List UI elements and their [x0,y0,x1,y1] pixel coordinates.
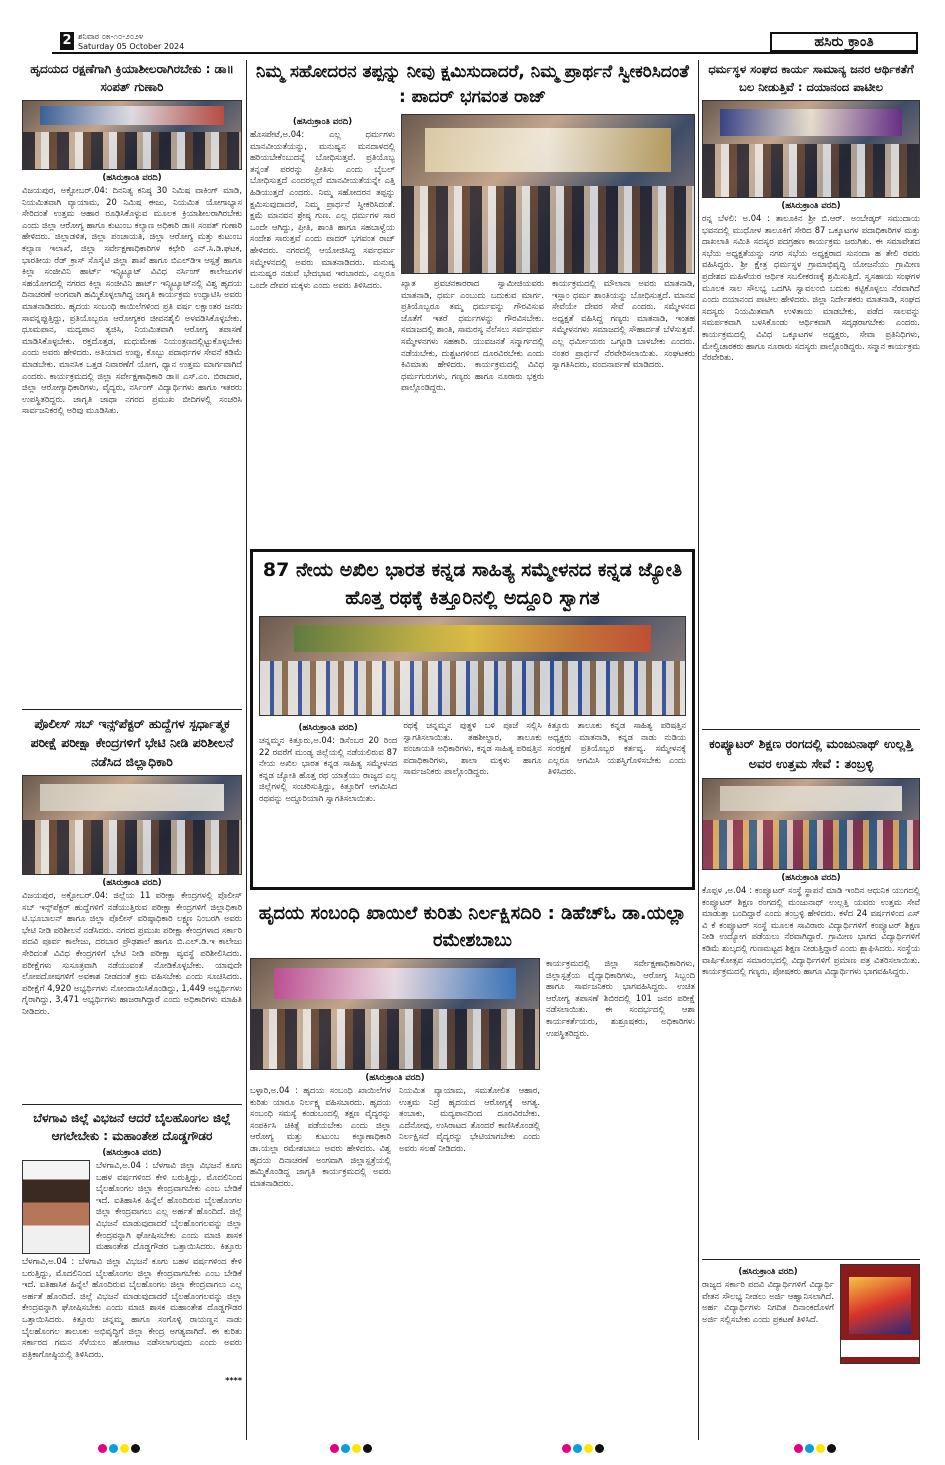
column-center [250,60,695,1440]
date-english: Saturday 05 October 2024 [78,42,185,51]
column-divider [698,60,699,1440]
article-headline: ಕಂಪ್ಯೂಟರ್ ಶಿಕ್ಷಣ ರಂಗದಲ್ಲಿ ಮಂಜುನಾಥ್ ಉಲ್ಲತ್ತಿ ಅವರ ಉತ್ತಮ ಸೇವೆ : ತಂಬ್ರಳ್ಳಿ [709,736,913,771]
article-dharmasthala [702,60,920,725]
divider [702,729,920,730]
article-body: ಕಾರ್ಯಕ್ರಮದಲ್ಲಿ ಜಿಲ್ಲಾ ಸರ್ವೇಕ್ಷಣಾಧಿಕಾರಿಗಳು, ಜಿಲ್ಲಾಸ್ಪತ್ರೆಯ ವೈದ್ಯಾಧಿಕಾರಿಗಳು, ಆರೋಗ್ಯ ಸಿಬ್ಬಂದಿ ಹಾಗೂ ಸಾರ್ವಜನಿಕರು ಭಾಗವಹಿಸಿದ್ದರು. ಉಚಿತ ಆರೋಗ್ಯ ತಪಾಸಣೆ ಶಿಬಿರದಲ್ಲಿ 101 ಜನರ ಪರೀಕ್ಷೆ ನಡೆಸಲಾಯಿತು. ಈ ಸಂದರ್ಭದಲ್ಲಿ ಆಶಾ ಕಾರ್ಯಕರ್ತೆಯರು, ಶುಶ್ರೂಷಕರು, ಅಧಿಕಾರಿಗಳು ಉಪಸ್ಥಿತರಿದ್ದರು. [546,958,695,1038]
article-photo [250,958,540,1070]
article-headline: ಬೆಳಗಾವಿ ಜಿಲ್ಲೆ ವಿಭಜನೆ ಆದರೆ ಬೈಲಹೊಂಗಲ ಜಿಲ್ಲೆ ಆಗಲೇಬೇಕು : ಮಹಾಂತೇಶ ದೊಡ್ಡಗೌಡರ [33,1111,231,1143]
article-body: ರನ್ನ ಬೆಳಲಿ: ಅ.04 : ತಾಲೂಕಿನ ಶ್ರೀ ಬಿ.ಆರ್. ಅಂಬೇಡ್ಕರ್ ಸಮುದಾಯ ಭವನದಲ್ಲಿ ಮುಧೋಳ ತಾಲೂಕಿಗೆ ಸೇರಿದ 87 ಒಕ್ಕೂಟಗಳ ಪದಾಧಿಕಾರಿಗಳ ಮತ್ತು ದಾಖಲಾತಿ ಸಮಿತಿ ಸದಸ್ಯರ ಪದಗ್ರಹಣ ಕಾರ್ಯಕ್ರಮ ಜರುಗಿತು. ಈ ಸಮಾವೇಶದ ಸಭೆಯ ಅಧ್ಯಕ್ಷತೆಯನ್ನು ನಗರ ಸಭೆಯ ಅಧ್ಯಕ್ಷರಾದ ಸುನಂದಾ ಹ ತೇಲಿ ರವರು ವಹಿಸಿದ್ದರು. ಶ್ರೀ ಕ್ಷೇತ್ರ ಧರ್ಮಸ್ಥಳ ಗ್ರಾಮಾಭಿವೃದ್ಧಿ ಯೋಜನೆಯು ಗ್ರಾಮೀಣ ಪ್ರದೇಶದ ಮಹಿಳೆಯರ ಆರ್ಥಿಕ ಸಬಲೀಕರಣಕ್ಕೆ ಶ್ರಮಿಸುತ್ತಿದೆ. ಸ್ವಸಹಾಯ ಸಂಘಗಳ ಮೂಲಕ ಸಾಲ ಸೌಲಭ್ಯ ಒದಗಿಸಿ ಸ್ವಾವಲಂಬಿ ಬದುಕು ಕಟ್ಟಿಕೊಳ್ಳಲು ನೆರವಾಗಿದೆ ಎಂದು ದಯಾನಂದ ಪಾಟೀಲ ಹೇಳಿದರು. ಜಿಲ್ಲಾ ನಿರ್ದೇಶಕರು ಮಾತನಾಡಿ, ಸಂಘದ ಸದಸ್ಯರು ನಿಯಮಿತವಾಗಿ ಉಳಿತಾಯ ಮಾಡಬೇಕು, ಪಡೆದ ಸಾಲವನ್ನು ಸಮರ್ಪಕವಾಗಿ ಬಳಸಿಕೊಂಡು ಆರ್ಥಿಕವಾಗಿ ಸದೃಢರಾಗಬೇಕು ಎಂದರು. ಕಾರ್ಯಕ್ರಮದಲ್ಲಿ ವಿವಿಧ ಒಕ್ಕೂಟಗಳ ಅಧ್ಯಕ್ಷರು, ಸೇವಾ ಪ್ರತಿನಿಧಿಗಳು, ಮೇಲ್ವಿಚಾರಕರು ಹಾಗೂ ನೂರಾರು ಸದಸ್ಯರು ಪಾಲ್ಗೊಂಡಿದ್ದರು. ಸನ್ಮಾನ ಕಾರ್ಯಕ್ರಮ ನೆರವೇರಿತು. [702,213,920,363]
article-body: ಖ್ಯಾತ ಪ್ರವಚನಕಾರರಾದ ಸ್ವಾಮೀಜಿಯವರು ಮಾತನಾಡಿ, ಧರ್ಮ ಎಂಬುದು ಬದುಕುವ ಮಾರ್ಗ. ಪ್ರತಿಯೊಬ್ಬರೂ ತಮ್ಮ ಧರ್ಮವನ್ನು ಗೌರವಿಸುವ ಜೊತೆಗೆ ಇತರೆ ಧರ್ಮಗಳನ್ನು ಗೌರವಿಸಬೇಕು. ಸಮಾಜದಲ್ಲಿ ಶಾಂತಿ, ಸಾಮರಸ್ಯ ನೆಲೆಸಲು ಸರ್ವಧರ್ಮ ಸಮ್ಮೇಳನಗಳು ಸಹಕಾರಿ. ಯುವಜನತೆ ಸನ್ಮಾರ್ಗದಲ್ಲಿ ನಡೆಯಬೇಕು, ದುಶ್ಚಟಗಳಿಂದ ದೂರವಿರಬೇಕು ಎಂದು ಕಿವಿಮಾತು ಹೇಳಿದರು. ಕಾರ್ಯಕ್ರಮದಲ್ಲಿ ವಿವಿಧ ಧರ್ಮಗುರುಗಳು, ಗಣ್ಯರು ಹಾಗೂ ನೂರಾರು ಭಕ್ತರು ಪಾಲ್ಗೊಂಡಿದ್ದರು. [401,278,544,393]
article-headline: ಪೊಲೀಸ್ ಸಬ್ ಇನ್ಸ್‌ಪೆಕ್ಟರ್ ಹುದ್ದೆಗಳ ಸ್ಪರ್ಧಾತ್ಮಕ ಪರೀಕ್ಷೆ ಪರೀಕ್ಷಾ ಕೇಂದ್ರಗಳಿಗೆ ಭೇಟಿ ನೀಡಿ ಪರಿಶೀಲನೆ ನಡೆಸಿದ ಜಿಲ್ಲಾಧಿಕಾರಿ [30,716,234,769]
article-byline: (ಹಸಿರುಕ್ರಾಂತಿ ವರದಿ) [102,173,162,183]
registration-marks [330,1444,372,1454]
article-body: ಬಳ್ಳಾರಿ,ಅ.04 : ಹೃದಯ ಸಂಬಂಧಿ ಖಾಯಿಲೆಗಳ ಕುರಿತು ಯಾರೂ ನಿರ್ಲಕ್ಷ್ಯ ವಹಿಸಬಾರದು. ಹೃದಯ ಸಂಬಂಧಿ ಸಮಸ್ಯೆ ಕಂಡುಬಂದಲ್ಲಿ ತಕ್ಷಣ ವೈದ್ಯರನ್ನು ಸಂಪರ್ಕಿಸಿ ಚಿಕಿತ್ಸೆ ಪಡೆಯಬೇಕು ಎಂದು ಜಿಲ್ಲಾ ಆರೋಗ್ಯ ಮತ್ತು ಕುಟುಂಬ ಕಲ್ಯಾಣಾಧಿಕಾರಿ ಡಾ.ಯಲ್ಲಾ ರಮೇಶಬಾಬು ಅವರು ಹೇಳಿದರು. ವಿಶ್ವ ಹೃದಯ ದಿನಾಚರಣೆ ಅಂಗವಾಗಿ ಜಿಲ್ಲಾಸ್ಪತ್ರೆಯಲ್ಲಿ ಹಮ್ಮಿಕೊಂಡಿದ್ದ ಜಾಗೃತಿ ಕಾರ್ಯಕ್ರಮದಲ್ಲಿ ಅವರು ಮಾತನಾಡಿದರು. [250,1085,391,1188]
article-forgiveness [250,60,695,541]
column-divider [246,60,247,1440]
article-body: ರಥಕ್ಕೆ ಚನ್ನಮ್ಮನ ಪುತ್ಥಳಿ ಬಳಿ ಪೂಜೆ ಸಲ್ಲಿಸಿ ಸ್ವಾಗತಿಸಲಾಯಿತು. ತಹಶೀಲ್ದಾರ, ತಾಲೂಕು ಪಂಚಾಯತಿ ಅಧಿಕಾರಿಗಳು, ಕನ್ನಡ ಸಾಹಿತ್ಯ ಪರಿಷತ್ತಿನ ಪದಾಧಿಕಾರಿಗಳು, ಶಾಲಾ ಮಕ್ಕಳು ಹಾಗೂ ಸಾರ್ವಜನಿಕರು ಪಾಲ್ಗೊಂಡಿದ್ದರು. [403,720,542,777]
column-left [22,60,242,1440]
article-headline: ಹೃದಯದ ರಕ್ಷಣೆಗಾಗಿ ಕ್ರಿಯಾಶೀಲರಾಗಿರಬೇಕು : ಡಾ॥ ಸಂಪತ್ ಗುಣಾರಿ [30,62,234,94]
article-bailhongal [22,1109,242,1385]
article-photo [22,775,242,875]
article-photo [259,616,686,716]
article-byline: (ಹಸಿರುಕ್ರಾಂತಿ ವರದಿ) [102,878,162,888]
article-kannada-jyothi [250,549,695,890]
article-body-intro: ಬೆಳಗಾವಿ,ಅ.04 : ಬೆಳಗಾವಿ ಜಿಲ್ಲಾ ವಿಭಜನೆ ಕೂಗು ಬಹಳ ವರ್ಷಗಳಿಂದ ಕೇಳಿ ಬರುತ್ತಿದ್ದು, ಮೊದಲಿನಿಂದ ಬೈಲಹೊಂಗಲ ಜಿಲ್ಲಾ ಕೇಂದ್ರವಾಗಬೇಕು ಎಂಬ ಬೇಡಿಕೆ ಇದೆ. ಐತಿಹಾಸಿಕ ಹಿನ್ನೆಲೆ ಹೊಂದಿರುವ ಬೈಲಹೊಂಗಲ ಜಿಲ್ಲಾ ಕೇಂದ್ರವಾಗಲು ಎಲ್ಲ ಅರ್ಹತೆ ಹೊಂದಿದೆ. ಜಿಲ್ಲೆ ವಿಭಜನೆ ಮಾಡುವುದಾದರೆ ಬೈಲಹೊಂಗಲವನ್ನು ಜಿಲ್ಲಾ ಕೇಂದ್ರವನ್ನಾಗಿ ಘೋಷಿಸಬೇಕು ಎಂದು ಮಾಜಿ ಶಾಸಕ ಮಹಾಂತೇಶ ದೊಡ್ಡಗೌಡರ ಒತ್ತಾಯಿಸಿದರು. ಕಿತ್ತೂರು [96,1160,242,1252]
registration-marks [98,1444,140,1454]
registration-marks [794,1444,836,1454]
advertisement-image [840,1264,920,1364]
article-byline: (ಹಸಿರುಕ್ರಾಂತಿ ವರದಿ) [292,117,353,127]
registration-marks [562,1444,604,1454]
article-body: ವಿಜಯಪುರ, ಅಕ್ಟೋಬರ್.04: ಜಿಲ್ಲೆಯ 11 ಪರೀಕ್ಷಾ ಕೇಂದ್ರಗಳಲ್ಲಿ ಪೊಲೀಸ್ ಸಬ್ ಇನ್ಸ್‌ಪೆಕ್ಟರ್ ಹುದ್ದೆಗಳಿಗೆ ನಡೆಯುತ್ತಿರುವ ಪರೀಕ್ಷಾ ಕೇಂದ್ರಗಳಿಗೆ ಜಿಲ್ಲಾಧಿಕಾರಿ ಟಿ.ಭೂಬಾಲನ್ ಹಾಗೂ ಜಿಲ್ಲಾ ಪೊಲೀಸ್ ವರಿಷ್ಠಾಧಿಕಾರಿ ಲಕ್ಷ್ಮಣ ನಿಂಬರಗಿ ಅವರು ಭೇಟಿ ನೀಡಿ ಪರಿಶೀಲನೆ ನಡೆಸಿದರು. ನಗರದ ಪ್ರಮುಖ ಪರೀಕ್ಷಾ ಕೇಂದ್ರಗಳಾದ ಸರ್ಕಾರಿ ಪದವಿ ಪೂರ್ವ ಕಾಲೇಜು, ದರಬಾರ ಪ್ರೌಢಶಾಲೆ ಹಾಗೂ ಬಿ.ಎಲ್.ಡಿ.ಇ ಕಾಲೇಜು ಸೇರಿದಂತೆ ವಿವಿಧ ಕೇಂದ್ರಗಳಿಗೆ ಭೇಟಿ ನೀಡಿ ಪರೀಕ್ಷಾ ವ್ಯವಸ್ಥೆ ಪರಿಶೀಲಿಸಿದರು. ಪರೀಕ್ಷೆಗಳು ಸುಸೂತ್ರವಾಗಿ ನಡೆಯುವಂತೆ ನೋಡಿಕೊಳ್ಳಬೇಕು. ಯಾವುದೇ ಲೋಪದೋಷಗಳಿಗೆ ಅವಕಾಶ ನೀಡದಂತೆ ಕ್ರಮ ವಹಿಸಬೇಕು ಎಂದು ಸೂಚಿಸಿದರು. ಪರೀಕ್ಷೆಗೆ 4,920 ಅಭ್ಯರ್ಥಿಗಳು ನೋಂದಾಯಿಸಿಕೊಂಡಿದ್ದು, 1,449 ಅಭ್ಯರ್ಥಿಗಳು ಗೈರಾಗಿದ್ದು, 3,471 ಅಭ್ಯರ್ಥಿಗಳು ಹಾಜರಾಗಿದ್ದಾರೆ ಎಂದು ಅಧಿಕಾರಿಗಳು ಮಾಹಿತಿ ನೀಡಿದರು. [22,890,242,1016]
article-byline: (ಹಸಿರುಕ್ರಾಂತಿ ವರದಿ) [102,1148,162,1158]
article-body: ಕಾರ್ಯಕ್ರಮದಲ್ಲಿ ಮೌಲಾನಾ ಅವರು ಮಾತನಾಡಿ, ಇಸ್ಲಾಂ ಧರ್ಮ ಶಾಂತಿಯನ್ನು ಬೋಧಿಸುತ್ತದೆ. ಮಾನವ ಸೇವೆಯೇ ದೇವರ ಸೇವೆ ಎಂದರು. ಸಮ್ಮೇಳನದ ಅಧ್ಯಕ್ಷತೆ ವಹಿಸಿದ್ದ ಗಣ್ಯರು ಮಾತನಾಡಿ, ಇಂತಹ ಸಮ್ಮೇಳನಗಳು ಸಮಾಜದಲ್ಲಿ ಸೌಹಾರ್ದತೆ ಬೆಳೆಸುತ್ತವೆ. ಎಲ್ಲ ಧರ್ಮೀಯರು ಒಗ್ಗೂಡಿ ಬಾಳಬೇಕು ಎಂದರು. ನಂತರ ಪ್ರಾರ್ಥನೆ ನೆರವೇರಿಸಲಾಯಿತು. ಸಂಘಟಕರು ಸ್ವಾಗತಿಸಿದರು, ವಂದನಾರ್ಪಣೆ ಮಾಡಿದರು. [552,278,695,370]
article-end-mark: **** [225,1376,242,1385]
article-headline: 87 ನೇಯ ಅಖಿಲ ಭಾರತ ಕನ್ನಡ ಸಾಹಿತ್ಯ ಸಮ್ಮೇಳನದ ಕನ್ನಡ ಜ್ಯೋತಿ ಹೊತ್ತ ರಥಕ್ಕೆ ಕಿತ್ತೂರಿನಲ್ಲಿ ಅದ್ದೂರಿ ಸ್ವಾಗತ [262,559,683,609]
date-kannada: ಶನಿವಾರ ೦೫-೧೦-೨೦೨೪ [78,32,144,41]
column-right [702,60,920,1440]
article-body: ಹೊಸಪೇಟೆ,ಅ.04: ಎಲ್ಲ ಧರ್ಮಗಳು ಮಾನವೀಯತೆಯನ್ನು, ಮನುಷ್ಯನ ಮನದಾಳದಲ್ಲಿ ಹರಿಯಬೇಕೆಂಬುದನ್ನೆ ಬೋಧಿಸುತ್ತವೆ. ಪ್ರತಿಯೊಬ್ಬ ತನ್ನಂತೆ ಪರರನ್ನು ಪ್ರೀತಿಸು ಎಂದು ಬೈಬಲ್ ಬೋಧಿಸುತ್ತದೆ ಎಂದರಲ್ಲದೆ ಮಾನವೀಯತೆಯನ್ನೇ ಎತ್ತಿ ಹಿಡಿಯುತ್ತದೆ ಎಂದರು. ನಿಮ್ಮ ಸಹೋದರನ ತಪ್ಪನ್ನು ಕ್ಷಮಿಸುವುದಾದರೆ, ನಿಮ್ಮ ಪ್ರಾರ್ಥನೆ ಸ್ವೀಕರಿಸಿದಂತೆ. ಕ್ಷಮೆ ಮಾನವನ ಶ್ರೇಷ್ಠ ಗುಣ. ಎಲ್ಲ ಧರ್ಮಗಳ ಸಾರ ಒಂದೇ ಆಗಿದ್ದು, ಪ್ರೀತಿ, ಶಾಂತಿ ಹಾಗೂ ಸಹಬಾಳ್ವೆಯ ಸಂದೇಶ ಸಾರುತ್ತವೆ ಎಂದು ಪಾದರ್ ಭಗವಂತ ರಾಜ್ ಹೇಳಿದರು. ನಗರದಲ್ಲಿ ಆಯೋಜಿಸಿದ್ದ ಸರ್ವಧರ್ಮ ಸಮ್ಮೇಳನದಲ್ಲಿ ಅವರು ಮಾತನಾಡಿದರು. ಮನುಷ್ಯ ಮನುಷ್ಯರ ನಡುವೆ ಭೇದಭಾವ ಇರಬಾರದು, ಎಲ್ಲರೂ ಒಂದೇ ದೇವರ ಮಕ್ಕಳು ಎಂದು ಅವರು ತಿಳಿಸಿದರು. [250,129,395,290]
divider [22,1104,242,1105]
article-body: ಕಿತ್ತೂರು ತಾಲೂಕು ಕನ್ನಡ ಸಾಹಿತ್ಯ ಪರಿಷತ್ತಿನ ಅಧ್ಯಕ್ಷರು ಮಾತನಾಡಿ, ಕನ್ನಡ ನಾಡು ನುಡಿಯ ಸಂರಕ್ಷಣೆ ಪ್ರತಿಯೊಬ್ಬರ ಕರ್ತವ್ಯ. ಸಮ್ಮೇಳನಕ್ಕೆ ಎಲ್ಲರೂ ಆಗಮಿಸಿ ಯಶಸ್ವಿಗೊಳಿಸಬೇಕು ಎಂದು ತಿಳಿಸಿದರು. [547,720,686,777]
article-byline: (ಹಸಿರುಕ್ರಾಂತಿ ವರದಿ) [365,1073,425,1083]
article-photo [702,778,920,870]
divider [702,1259,920,1260]
article-byline: (ಹಸಿರುಕ್ರಾಂತಿ ವರದಿ) [298,723,358,733]
article-body: ನಿಯಮಿತ ವ್ಯಾಯಾಮ, ಸಮತೋಲಿತ ಆಹಾರ, ಉತ್ತಮ ನಿದ್ರೆ ಹೃದಯದ ಆರೋಗ್ಯಕ್ಕೆ ಅಗತ್ಯ. ತಂಬಾಕು, ಮದ್ಯಪಾನದಿಂದ ದೂರವಿರಬೇಕು. ಎದೆನೋವು, ಉಸಿರಾಟದ ತೊಂದರೆ ಕಾಣಿಸಿಕೊಂಡಲ್ಲಿ ನಿರ್ಲಕ್ಷಿಸದೆ ವೈದ್ಯರನ್ನು ಭೇಟಿಯಾಗಬೇಕು ಎಂದು ಅವರು ಸಲಹೆ ನೀಡಿದರು. [399,1085,540,1153]
article-body: ಬೆಳಗಾವಿ,ಅ.04 : ಬೆಳಗಾವಿ ಜಿಲ್ಲಾ ವಿಭಜನೆ ಕೂಗು ಬಹಳ ವರ್ಷಗಳಿಂದ ಕೇಳಿ ಬರುತ್ತಿದ್ದು, ಮೊದಲಿನಿಂದ ಬೈಲಹೊಂಗಲ ಜಿಲ್ಲಾ ಕೇಂದ್ರವಾಗಬೇಕು ಎಂಬ ಬೇಡಿಕೆ ಇದೆ. ಐತಿಹಾಸಿಕ ಹಿನ್ನೆಲೆ ಹೊಂದಿರುವ ಬೈಲಹೊಂಗಲ ಜಿಲ್ಲಾ ಕೇಂದ್ರವಾಗಲು ಎಲ್ಲ ಅರ್ಹತೆ ಹೊಂದಿದೆ. ಜಿಲ್ಲೆ ವಿಭಜನೆ ಮಾಡುವುದಾದರೆ ಬೈಲಹೊಂಗಲವನ್ನು ಜಿಲ್ಲಾ ಕೇಂದ್ರವನ್ನಾಗಿ ಘೋಷಿಸಬೇಕು ಎಂದು ಮಾಜಿ ಶಾಸಕ ಮಹಾಂತೇಶ ದೊಡ್ಡಗೌಡರ ಒತ್ತಾಯಿಸಿದರು. ಕಿತ್ತೂರು ಚನ್ನಮ್ಮ ಹಾಗೂ ಸಂಗೊಳ್ಳಿ ರಾಯಣ್ಣನ ನಾಡು ಬೈಲಹೊಂಗಲ ತಾಲೂಕು ಅಭಿವೃದ್ಧಿಗೆ ಜಿಲ್ಲಾ ಕೇಂದ್ರ ಅಗತ್ಯವಾಗಿದೆ. ಈ ಕುರಿತು ಸರ್ಕಾರದ ಗಮನ ಸೆಳೆಯಲು ಹೋರಾಟ ನಡೆಸಲಾಗುವುದು ಎಂದು ಅವರು ಪತ್ರಿಕಾಗೋಷ್ಠಿಯಲ್ಲಿ ತಿಳಿಸಿದರು. [22,1256,242,1359]
masthead [52,32,918,54]
article-headline: ನಿಮ್ಮ ಸಹೋದರನ ತಪ್ಪನ್ನು ನೀವು ಕ್ಷಮಿಸುದಾದರೆ, ನಿಮ್ಮ ಪ್ರಾರ್ಥನೆ ಸ್ವೀಕರಿಸಿದಂತೆ : ಪಾದರ್ ಭಗವಂತ ರಾಜ್ [256,62,689,107]
portrait-photo [22,1160,90,1254]
article-heart-disease [250,900,695,1379]
article-photo [22,100,242,170]
page-number: 2 [60,32,74,50]
article-body: ವಿಜಯಪುರ, ಅಕ್ಟೋಬರ್.04: ದಿನನಿತ್ಯ ಕನಿಷ್ಠ 30 ನಿಮಿಷ ವಾಕಿಂಗ್ ಮಾಡಿ, ನಿಯಮಿತವಾಗಿ ವ್ಯಾಯಾಮ, 20 ನಿಮಿಷ ಈಜು, ನಿಯಮಿತ ಯೋಗಾಭ್ಯಾಸ ಸೇರಿದಂತೆ ಉತ್ತಮ ಆಹಾರ ರೂಢಿಸಿಕೊಳ್ಳುವ ಮೂಲಕ ಕ್ರಿಯಾಶೀಲರಾಗಿರಬೇಕು ಎಂದು ಜಿಲ್ಲಾ ಆರೋಗ್ಯ ಹಾಗೂ ಕುಟುಂಬ ಕಲ್ಯಾಣ ಅಧಿಕಾರಿ ಡಾ॥ ಸಂಪತ್ ಗುಣಾರಿ ಹೇಳಿದರು. ಜಿಲ್ಲಾಡಳಿತ, ಜಿಲ್ಲಾ ಪಂಚಾಯತಿ, ಜಿಲ್ಲಾ ಆರೋಗ್ಯ ಮತ್ತು ಕುಟುಂಬ ಕಲ್ಯಾಣ ಇಲಾಖೆ, ಜಿಲ್ಲಾ ಸರ್ವೇಕ್ಷಣಾಧಿಕಾರಿಗಳ ಕಛೇರಿ ಎನ್.ಸಿ.ಡಿ.ಘಟಕ, ಭಾರತೀಯ ರೆಡ್ ಕ್ರಾಸ್ ಸೊಸೈಟಿ ಜಿಲ್ಲಾ ಶಾಖೆ ಹಾಗೂ ಬಿಎಲ್‌ಡಿಇ ಆಸ್ಪತ್ರೆ ಹಾಗೂ ಕಿಲ್ಲಾ ಸಂಜೀವಿನಿ ಹಾರ್ಟ್ ಇನ್ಸ್ಟಿಟ್ಯೂಟ್ ವಿವಿಧ ನರ್ಸಿಂಗ್ ಕಾಲೇಜುಗಳ ಸಹಯೋಗದಲ್ಲಿ ನಗರದ ಕಿಲ್ಲಾ ಸಂಜೀವಿನಿ ಹಾರ್ಟ್ ಇನ್ಸ್ಟಿಟ್ಯೂಟ್‌ನಲ್ಲಿ ವಿಶ್ವ ಹೃದಯ ದಿನಾಚರಣೆ ಅಂಗವಾಗಿ ಹಮ್ಮಿಕೊಳ್ಳಲಾಗಿದ್ದ ಜಾಗೃತಿ ಕಾರ್ಯಕ್ರಮ ಉದ್ಘಾಟಿಸಿ ಅವರು ಮಾತನಾಡಿದರು. ಹೃದಯ ಸಂಬಂಧಿ ಕಾಯಿಲೆಗಳಿಂದ ಪ್ರತಿ ವರ್ಷ ಲಕ್ಷಾಂತರ ಜನರು ಸಾವನ್ನಪ್ಪುತ್ತಿದ್ದು, ಪ್ರತಿಯೊಬ್ಬರೂ ಆರೋಗ್ಯಕರ ಜೀವನಶೈಲಿ ಅಳವಡಿಸಿಕೊಳ್ಳಬೇಕು. ಧೂಮಪಾನ, ಮದ್ಯಪಾನ ತ್ಯಜಿಸಿ, ನಿಯಮಿತವಾಗಿ ಆರೋಗ್ಯ ತಪಾಸಣೆ ಮಾಡಿಸಿಕೊಳ್ಳಬೇಕು. ರಕ್ತದೊತ್ತಡ, ಮಧುಮೇಹ ನಿಯಂತ್ರಣದಲ್ಲಿಟ್ಟುಕೊಳ್ಳಬೇಕು ಎಂದು ಅವರು ಹೇಳಿದರು. ಅತಿಯಾದ ಉಪ್ಪು, ಕೊಬ್ಬು ಪದಾರ್ಥಗಳ ಸೇವನೆ ಕಡಿಮೆ ಮಾಡಬೇಕು. ಮಾನಸಿಕ ಒತ್ತಡ ನಿವಾರಣೆಗೆ ಯೋಗ, ಧ್ಯಾನ ಉತ್ತಮ ಮಾರ್ಗವಾಗಿದೆ ಎಂದರು. ಕಾರ್ಯಕ್ರಮದಲ್ಲಿ ಜಿಲ್ಲಾ ಸರ್ವೇಕ್ಷಣಾಧಿಕಾರಿ ಡಾ॥ ಎಸ್.ಎಂ. ಬಿರಾದಾರ, ಜಿಲ್ಲಾ ಆರೋಗ್ಯಾಧಿಕಾರಿಗಳು, ವೈದ್ಯರು, ನರ್ಸಿಂಗ್ ವಿದ್ಯಾರ್ಥಿಗಳು ಹಾಗೂ ಇತರರು ಉಪಸ್ಥಿತರಿದ್ದರು. ಜಾಗೃತಿ ಜಾಥಾ ನಗರದ ಪ್ರಮುಖ ಬೀದಿಗಳಲ್ಲಿ ಸಂಚರಿಸಿ ಸಾರ್ವಜನಿಕರಲ್ಲಿ ಅರಿವು ಮೂಡಿಸಿತು. [22,185,242,416]
newspaper-brand: ಹಸಿರು ಕ್ರಾಂತಿ [770,32,918,52]
article-photo [401,114,695,274]
article-headline: ಧರ್ಮಸ್ಥಳ ಸಂಘದ ಕಾರ್ಯ ಸಾಮಾನ್ಯ ಜನರ ಆರ್ಥಿಕತೆಗೆ ಬಲ ನೀಡುತ್ತಿವೆ : ದಯಾನಂದ ಪಾಟೀಲ [708,62,914,94]
article-heart-health [22,60,242,705]
article-brief [702,1264,920,1371]
article-computer-education [702,734,920,1255]
article-photo [702,100,920,198]
divider [22,709,242,710]
article-body: ಚನ್ನಮ್ಮನ ಕಿತ್ತೂರು,ಅ.04: ಡಿಸೆಂಬರ 20 ರಿಂದ 22 ರವರೆಗೆ ಮಂಡ್ಯ ಜಿಲ್ಲೆಯಲ್ಲಿ ನಡೆಯಲಿರುವ 87 ನೇಯ ಅಖಿಲ ಭಾರತ ಕನ್ನಡ ಸಾಹಿತ್ಯ ಸಮ್ಮೇಳನದ ಕನ್ನಡ ಜ್ಯೋತಿ ಹೊತ್ತ ರಥ ಯಾತ್ರೆಯು ರಾಜ್ಯದ ಎಲ್ಲ ಜಿಲ್ಲೆಗಳಲ್ಲಿ ಸಂಚರಿಸುತ್ತಿದ್ದು, ಕಿತ್ತೂರಿಗೆ ಆಗಮಿಸಿದ ರಥವನ್ನು ಅದ್ದೂರಿಯಾಗಿ ಸ್ವಾಗತಿಸಲಾಯಿತು. [259,735,398,803]
article-body: ಕೊಪ್ಪಳ ,ಅ.04 : ಕಂಪ್ಯೂಟರ್ ಸಂಸ್ಥೆ ಸ್ಥಾಪನೆ ಮಾಡಿ ಇಂದಿನ ಆಧುನಿಕ ಯುಗದಲ್ಲಿ ಕಂಪ್ಯೂಟರ್ ಶಿಕ್ಷಣ ರಂಗದಲ್ಲಿ ಮಂಜುನಾಥ್ ಉಲ್ಲತ್ತಿ ಯವರು ಉತ್ತಮ ಸೇವೆ ಮಾಡುತ್ತಾ ಬಂದಿದ್ದಾರೆ ಎಂದು ತಂಬ್ರಳ್ಳಿ ಹೇಳಿದರು. ಕಳೆದ 24 ವರ್ಷಗಳಿಂದ ಎಸ್ ವಿ ಕೆ ಕಂಪ್ಯೂಟರ್ ಸಂಸ್ಥೆ ಮೂಲಕ ಸಾವಿರಾರು ವಿದ್ಯಾರ್ಥಿಗಳಿಗೆ ಕಂಪ್ಯೂಟರ್ ಶಿಕ್ಷಣ ನೀಡಿ ಉದ್ಯೋಗ ಪಡೆಯಲು ನೆರವಾಗಿದ್ದಾರೆ. ಗ್ರಾಮೀಣ ಭಾಗದ ವಿದ್ಯಾರ್ಥಿಗಳಿಗೆ ಕಡಿಮೆ ಶುಲ್ಕದಲ್ಲಿ ಗುಣಮಟ್ಟದ ಶಿಕ್ಷಣ ನೀಡುತ್ತಿದ್ದಾರೆ ಎಂದು ಶ್ಲಾಘಿಸಿದರು. ಸಂಸ್ಥೆಯ ವಾರ್ಷಿಕೋತ್ಸವ ಸಮಾರಂಭದಲ್ಲಿ ವಿದ್ಯಾರ್ಥಿಗಳಿಗೆ ಪ್ರಮಾಣ ಪತ್ರ ವಿತರಿಸಲಾಯಿತು. ಕಾರ್ಯಕ್ರಮದಲ್ಲಿ ಗಣ್ಯರು, ಪೋಷಕರು ಹಾಗೂ ವಿದ್ಯಾರ್ಥಿಗಳು ಭಾಗವಹಿಸಿದ್ದರು. [702,885,920,977]
article-byline: (ಹಸಿರುಕ್ರಾಂತಿ ವರದಿ) [781,873,841,883]
article-byline: (ಹಸಿರುಕ್ರಾಂತಿ ವರದಿ) [738,1267,798,1277]
article-psi-exam [22,714,242,1100]
article-headline: ಹೃದಯ ಸಂಬಂಧಿ ಖಾಯಿಲೆ ಕುರಿತು ನಿರ್ಲಕ್ಷಿಸದಿರಿ : ಡಿಹೆಚ್‌ಓ ಡಾ.ಯಲ್ಲಾ ರಮೇಶಬಾಬು [258,903,687,951]
article-byline: (ಹಸಿರುಕ್ರಾಂತಿ ವರದಿ) [781,201,841,211]
article-body: ರಾಜ್ಯದ ಸರ್ಕಾರಿ ಪದವಿ ವಿದ್ಯಾರ್ಥಿಗಳಿಗೆ ವಿದ್ಯಾರ್ಥಿ ವೇತನ ಸೌಲಭ್ಯ ನೀಡಲು ಅರ್ಜಿ ಆಹ್ವಾನಿಸಲಾಗಿದೆ. ಅರ್ಹ ವಿದ್ಯಾರ್ಥಿಗಳು ನಿಗದಿತ ದಿನಾಂಕದೊಳಗೆ ಅರ್ಜಿ ಸಲ್ಲಿಸಬೇಕು ಎಂದು ಪ್ರಕಟಣೆ ತಿಳಿಸಿದೆ. [702,1279,834,1324]
